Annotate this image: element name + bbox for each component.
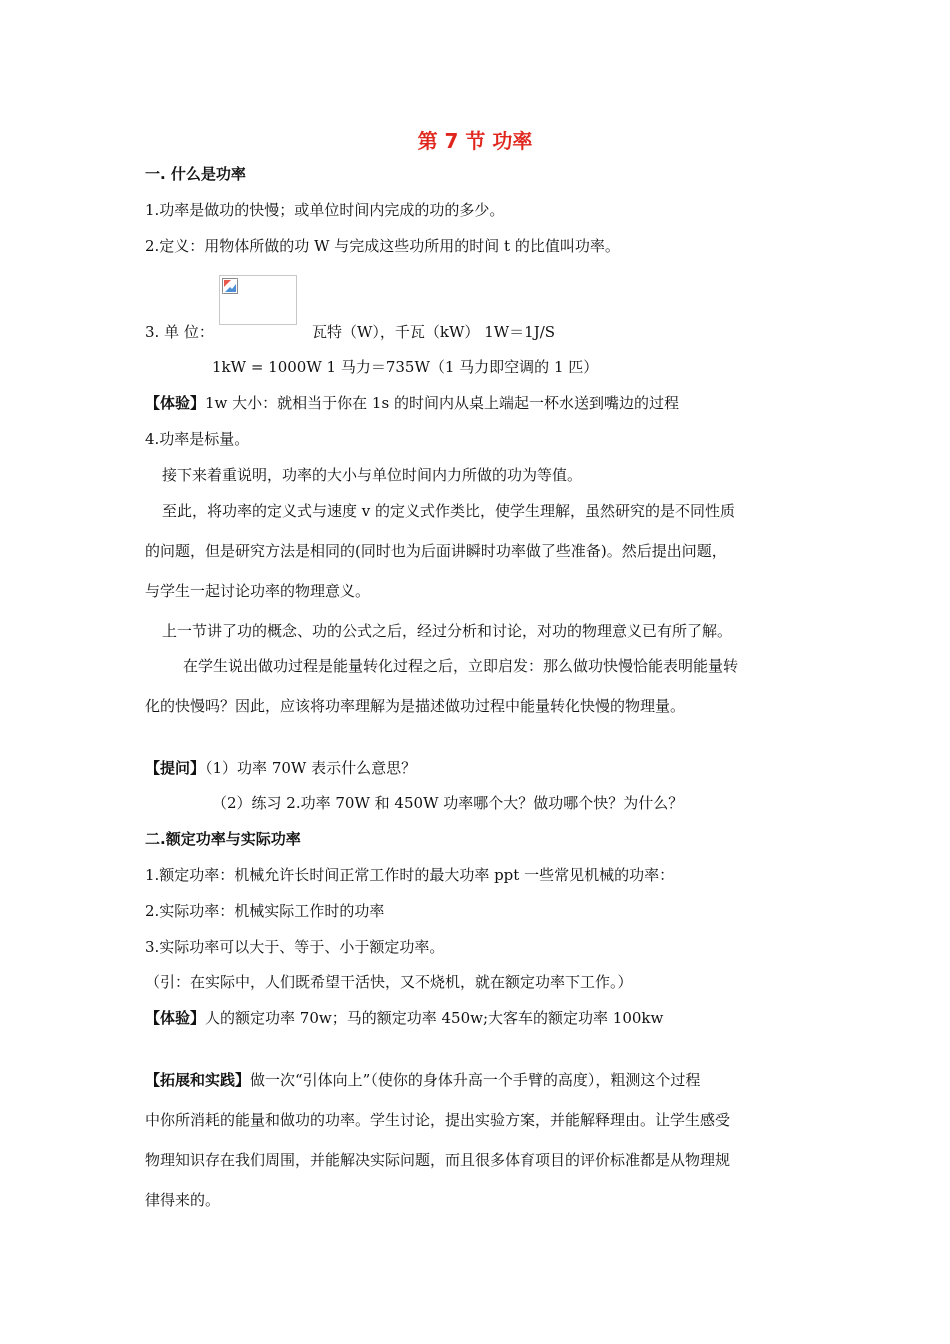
question-line-1	[145, 758, 416, 778]
experience-line-1	[145, 393, 679, 413]
text-line: 1.功率是做功的快慢；或单位时间内完成的功的多少。	[145, 201, 505, 219]
paragraph-line: 律得来的。	[145, 1191, 221, 1209]
paragraph-line: 物理知识存在我们周围，并能解决实际问题，而且很多体育项目的评价标准都是从物理规	[145, 1151, 731, 1169]
text-line: 1kW = 1000W 1 马力＝735W（1 马力即空调的 1 匹）	[212, 358, 599, 376]
extension-tag: 【拓展和实践】	[145, 1071, 251, 1089]
extension-text: 做一次“引体向上”（使你的身体升高一个手臂的高度），粗测这个过程	[250, 1071, 701, 1089]
experience-text: 1w 大小：就相当于你在 1s 的时间内从桌上端起一杯水送到嘴边的过程	[205, 394, 679, 412]
experience-tag: 【体验】	[145, 1009, 206, 1027]
experience-line-2	[145, 1008, 663, 1028]
paragraph-line: 中你所消耗的能量和做功的功率。学生讨论，提出实验方案，并能解释理由。让学生感受	[145, 1111, 731, 1129]
section2-heading: 二.额定功率与实际功率	[145, 830, 301, 848]
text-line: （引：在实际中，人们既希望干活快，又不烧机，就在额定功率下工作。）	[145, 973, 633, 991]
paragraph-line: 上一节讲了功的概念、功的公式之后，经过分析和讨论，对功的物理意义已有所了解。	[162, 622, 733, 640]
question-tag: 【提问】	[145, 759, 206, 777]
question-text: （1）功率 70W 表示什么意思？	[205, 759, 417, 777]
experience-text: 人的额定功率 70w；马的额定功率 450w;大客车的额定功率 100kw	[205, 1009, 664, 1027]
paragraph-line: 的问题，但是研究方法是相同的(同时也为后面讲瞬时功率做了些准备)。然后提出问题，	[145, 542, 727, 560]
formula-image-placeholder	[219, 275, 297, 325]
paragraph-line: 化的快慢吗？因此，应该将功率理解为是描述做功过程中能量转化快慢的物理量。	[145, 697, 686, 715]
text-line-unit-label: 3. 单 位：	[145, 323, 214, 341]
page-title: 第 7 节 功率	[417, 129, 533, 153]
broken-image-icon	[222, 278, 238, 294]
section1-heading: 一. 什么是功率	[145, 165, 246, 183]
paragraph-line: 至此，将功率的定义式与速度 v 的定义式作类比，使学生理解，虽然研究的是不同性质	[162, 502, 736, 520]
paragraph-line: 与学生一起讨论功率的物理意义。	[145, 582, 371, 600]
text-line: 2.定义：用物体所做的功 W 与完成这些功所用的时间 t 的比值叫功率。	[145, 237, 620, 255]
text-line: 1.额定功率：机械允许长时间正常工作时的最大功率 ppt 一些常见机械的功率：	[145, 866, 675, 884]
question-line-2: （2）练习 2.功率 70W 和 450W 功率哪个大？做功哪个快？为什么？	[212, 794, 684, 812]
text-line: 3.实际功率可以大于、等于、小于额定功率。	[145, 938, 445, 956]
text-line: 2.实际功率：机械实际工作时的功率	[145, 902, 385, 920]
text-line: 4.功率是标量。	[145, 430, 250, 448]
text-line-unit: 瓦特（W），千瓦（kW） 1W＝1J/S	[312, 323, 556, 341]
experience-tag: 【体验】	[145, 394, 206, 412]
paragraph-line: 接下来着重说明，功率的大小与单位时间内力所做的功为等值。	[162, 466, 583, 484]
paragraph-line: 在学生说出做功过程是能量转化过程之后，立即启发：那么做功快慢恰能表明能量转	[183, 657, 739, 675]
extension-line	[145, 1070, 700, 1090]
